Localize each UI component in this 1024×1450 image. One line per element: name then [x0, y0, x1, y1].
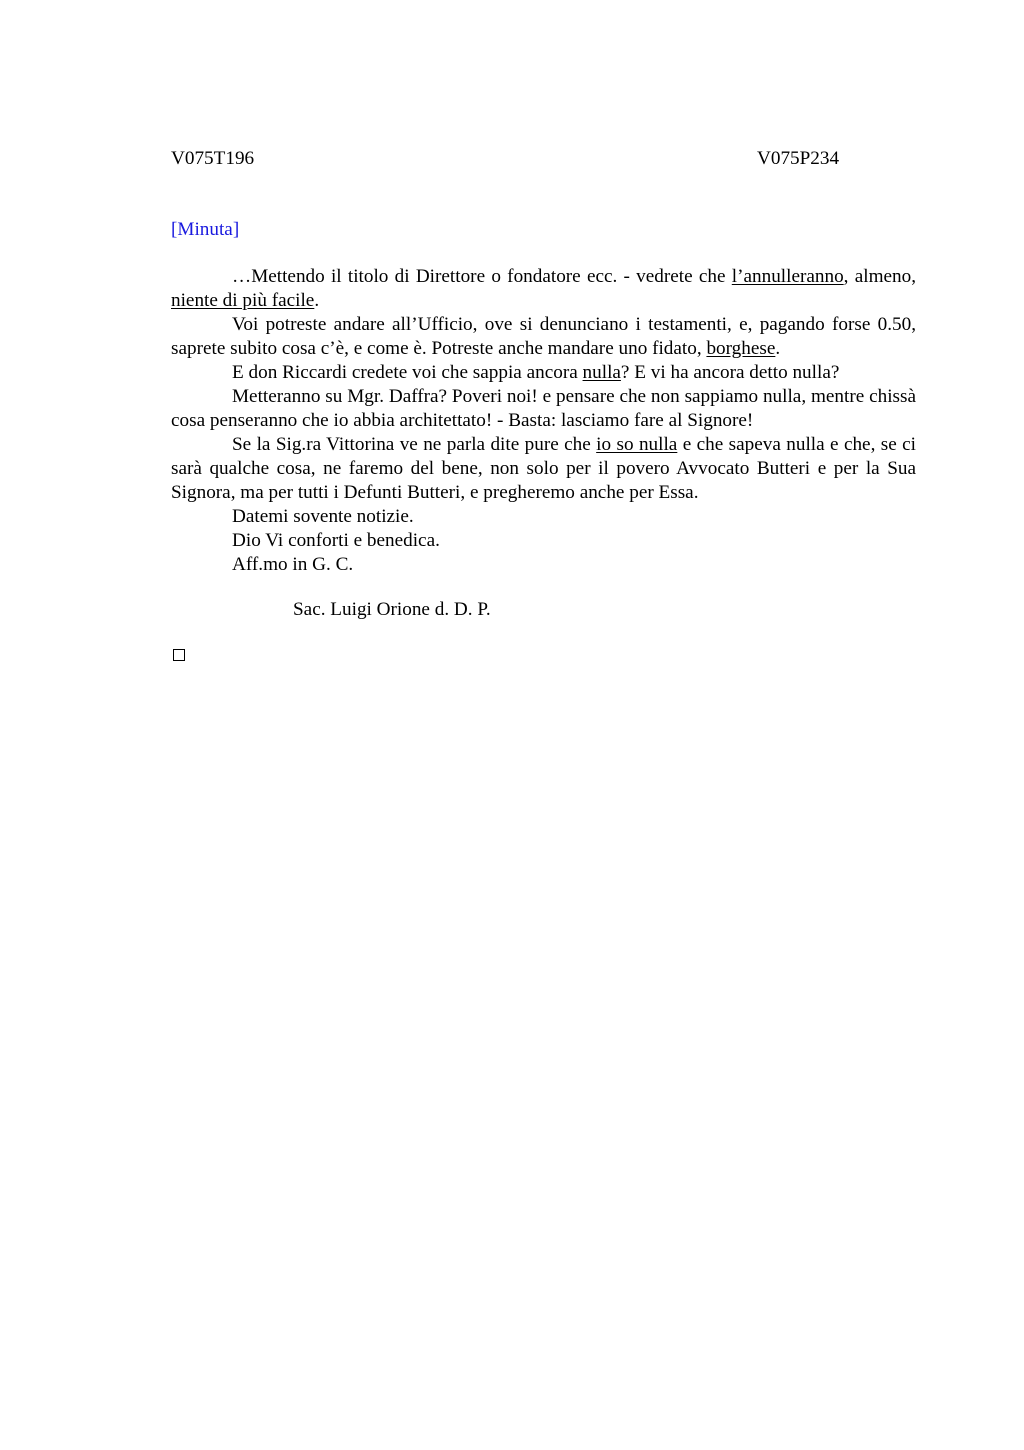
- paragraph-4: [171, 385, 916, 433]
- underlined-text: borghese: [706, 338, 776, 359]
- text-span: .: [775, 338, 781, 359]
- text-span: Metteranno su Mgr. Daffra? Poveri noi! e pensare che non sappiamo nulla, mentre chissà cosa penseranno che io abbia architettato! - Basta: lasciamo fare al Signore!: [171, 386, 916, 431]
- text-span: e che sapeva nulla e che, se ci sarà qualche cosa, ne faremo del bene, non solo per il povero Avvocato Butteri e per la Sua Signora, ma per tutti i Defunti Butteri, e pregheremo anche per Essa.: [171, 434, 917, 503]
- text-span: .: [314, 290, 320, 311]
- paragraph-1: [171, 265, 916, 313]
- paragraph-7: [171, 529, 916, 553]
- text-span: …Mettendo il titolo di Direttore o fondatore ecc. - vedrete che: [232, 266, 732, 287]
- text-span: E don Riccardi credete voi che sappia ancora: [232, 362, 583, 383]
- underlined-text: nulla: [582, 362, 621, 383]
- document-code-left: V075T196: [171, 148, 255, 169]
- text-span: Dio Vi conforti e benedica.: [232, 530, 440, 551]
- draft-label: [Minuta]: [171, 219, 240, 240]
- text-span: Datemi sovente notizie.: [232, 506, 414, 527]
- signature: Sac. Luigi Orione d. D. P.: [293, 599, 491, 620]
- underlined-text: niente di più facile: [171, 290, 315, 311]
- text-span: Aff.mo in G. C.: [232, 554, 354, 575]
- underlined-text: io so nulla: [596, 434, 678, 455]
- document-code-right: V075P234: [757, 148, 840, 169]
- text-span: , almeno,: [843, 266, 916, 287]
- paragraph-2: [171, 313, 916, 361]
- paragraph-6: [171, 505, 916, 529]
- underlined-text: l’annulleranno: [731, 266, 844, 287]
- letter-body: [171, 265, 916, 577]
- text-span: ? E vi ha ancora detto nulla?: [620, 362, 840, 383]
- text-span: Se la Sig.ra Vittorina ve ne parla dite pure che: [232, 434, 597, 455]
- text-span: Voi potreste andare all’Ufficio, ove si denunciano i testamenti, e, pagando forse 0.50, saprete subito cosa c’è, e come è. Potreste anche mandare uno fidato,: [171, 314, 916, 359]
- paragraph-5: [171, 433, 916, 505]
- end-of-document-box-icon: [173, 649, 185, 661]
- paragraph-3: [171, 361, 916, 385]
- closing-line: [171, 553, 916, 577]
